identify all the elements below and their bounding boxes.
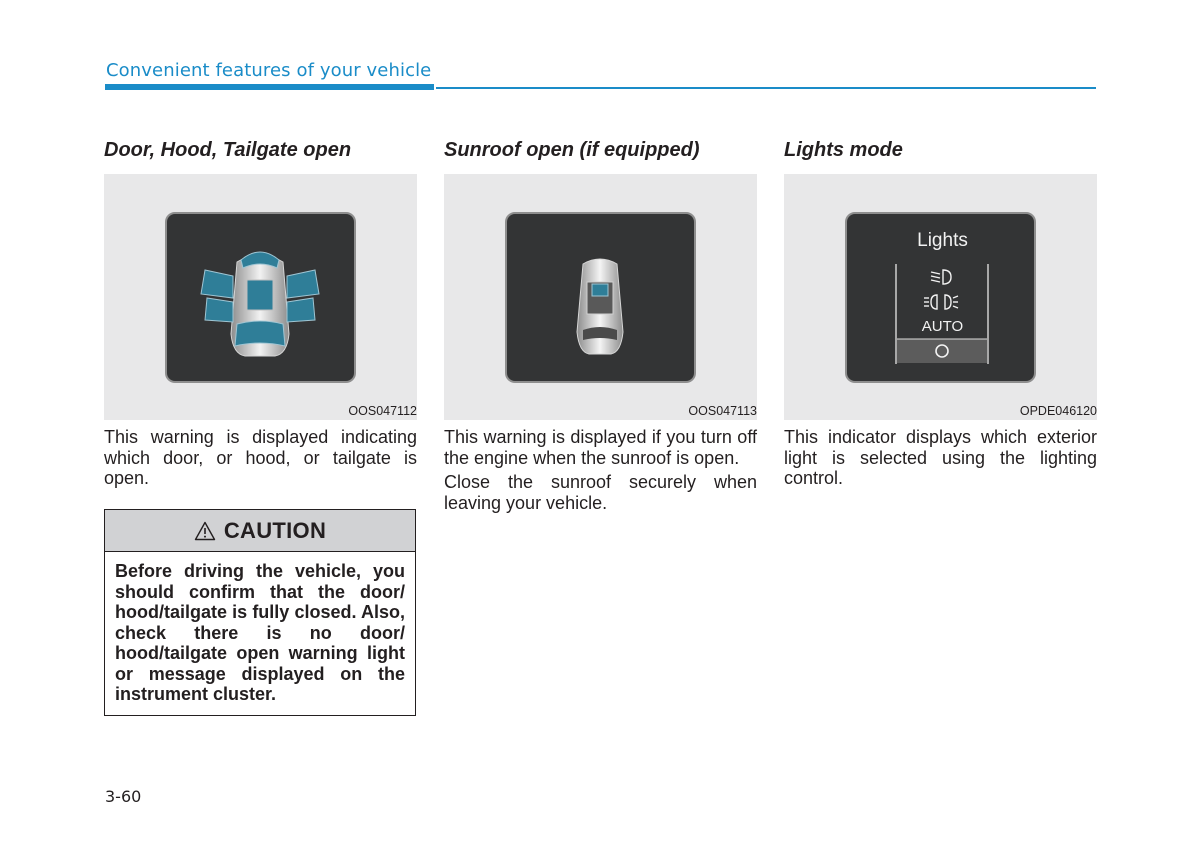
body-text <box>444 427 757 513</box>
caution-text: Before driving the vehicle, you should confirm that the door/ hood/tailgate is fully closed. Also, check there is no door/ hood/tailgate open warning light or message displayed on the instrument cluster. <box>115 561 405 704</box>
cluster-screen <box>505 212 696 383</box>
heading-sunroof-open: Sunroof open (if equipped) <box>444 139 700 161</box>
paragraph: This warning is displayed indicating which door, or hood, or tailgate is open. <box>104 427 417 488</box>
figure-code: OOS047113 <box>688 404 757 418</box>
body-text <box>784 427 1097 489</box>
car-doors-open-icon <box>167 214 354 381</box>
auto-label: AUTO <box>921 318 964 335</box>
paragraph: Close the sunroof securely when leaving your vehicle. <box>444 472 757 513</box>
car-sunroof-open-icon <box>507 214 694 381</box>
figure-door-open <box>104 174 417 420</box>
parking-lights-icon <box>924 295 958 309</box>
warning-triangle-icon <box>194 521 216 541</box>
cluster-screen <box>845 212 1036 383</box>
cluster-screen <box>165 212 356 383</box>
column-lights-mode <box>784 137 1097 488</box>
lights-menu-frame <box>847 214 1034 381</box>
caution-box <box>104 509 416 716</box>
section-title: Convenient features of your vehicle <box>106 60 432 81</box>
column-sunroof-open <box>444 137 757 513</box>
body-text <box>104 427 417 489</box>
column-door-hood-tailgate <box>104 137 417 488</box>
low-beam-icon <box>931 270 951 284</box>
caution-header <box>105 510 415 552</box>
heading-lights-mode: Lights mode <box>784 139 903 161</box>
figure-lights-mode <box>784 174 1097 420</box>
lights-title: Lights <box>917 230 968 251</box>
header-rule-thin <box>436 87 1096 89</box>
lights-mode-display <box>847 214 1036 383</box>
figure-code: OOS047112 <box>348 404 417 418</box>
figure-code: OPDE046120 <box>1019 404 1097 418</box>
header-rule-thick <box>105 84 434 90</box>
caution-title: CAUTION <box>223 517 327 543</box>
paragraph: This indicator displays which exterior light is selected using the lighting control. <box>784 427 1097 488</box>
figure-sunroof-open <box>444 174 757 420</box>
page-number: 3-60 <box>105 787 142 806</box>
heading-door-hood-tailgate: Door, Hood, Tailgate open <box>104 139 352 161</box>
paragraph: This warning is displayed if you turn off the engine when the sunroof is open. <box>444 427 757 468</box>
